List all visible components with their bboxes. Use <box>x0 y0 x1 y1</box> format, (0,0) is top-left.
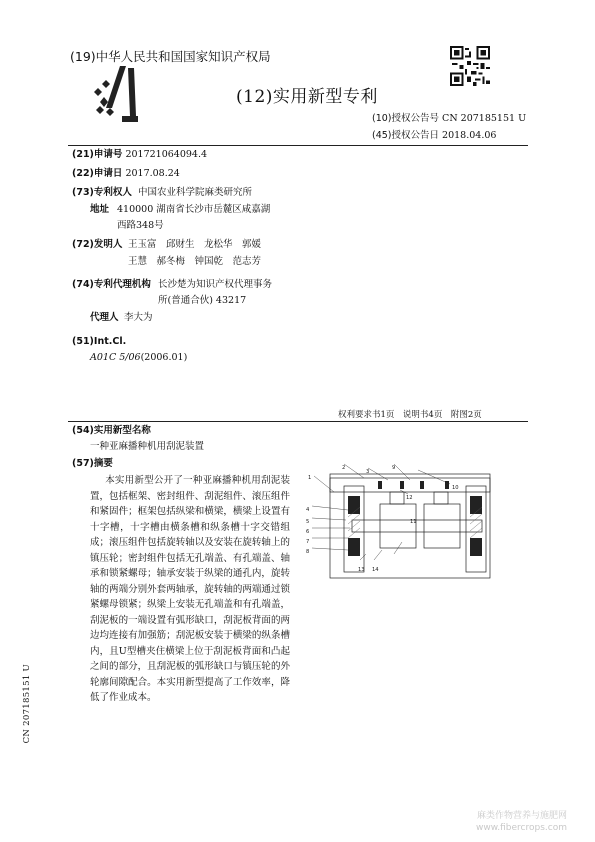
ipc-version: (2006.01) <box>140 352 188 363</box>
agency-line1: 长沙楚为知识产权代理事务 <box>158 279 273 290</box>
patentee-label: (73)专利权人 <box>72 187 132 198</box>
figure-callout-9: 9 <box>392 465 396 471</box>
application-number-label: (21)申请号 <box>72 149 123 160</box>
publication-number <box>372 110 526 124</box>
abstract-label: (57)摘要 <box>72 458 113 469</box>
document-type-title: (12)实用新型专利 <box>236 87 378 107</box>
inventors-line1: 王玉富 邱财生 龙松华 郭媛 <box>128 239 262 250</box>
publication-date <box>372 127 496 141</box>
publication-number-value: CN 207185151 U <box>442 113 527 124</box>
publication-number-label: (10)授权公告号 <box>372 113 440 124</box>
publication-date-value: 2018.04.06 <box>442 130 497 141</box>
header-divider <box>68 145 528 146</box>
application-date-row <box>72 167 180 181</box>
site-watermark <box>476 810 567 834</box>
abstract-divider <box>68 421 528 422</box>
agent-value: 李大为 <box>124 312 153 323</box>
patentee-value: 中国农业科学院麻类研究所 <box>138 187 253 198</box>
press-wheel-left <box>380 504 416 548</box>
address-line1: 410000 湖南省长沙市岳麓区咸嘉湖 <box>117 204 271 215</box>
application-date-label: (22)申请日 <box>72 168 123 179</box>
agent-label: 代理人 <box>90 312 119 323</box>
application-date-value: 2017.08.24 <box>125 168 180 179</box>
side-publication-number: CN 207185151 U <box>22 664 32 744</box>
figure-callout-2: 2 <box>342 465 346 471</box>
figure-callout-13: 13 <box>358 567 365 573</box>
figure-callout-10: 10 <box>452 485 459 491</box>
address-label: 地址 <box>90 204 110 215</box>
press-wheel-right <box>424 504 460 548</box>
publication-date-label: (45)授权公告日 <box>372 130 440 141</box>
application-number-row <box>72 148 207 162</box>
figure-callout-4: 4 <box>306 507 310 513</box>
qr-code-icon <box>450 46 490 86</box>
figure-callout-1: 1 <box>308 475 312 481</box>
ipc-code: A01C 5/06 <box>90 352 141 363</box>
scraper-right <box>434 492 448 504</box>
inventors-label: (72)发明人 <box>72 239 123 250</box>
watermark-line1: 麻类作物营养与施肥网 <box>476 811 567 821</box>
title-label: (54)实用新型名称 <box>72 425 151 436</box>
device-drawing <box>300 462 515 580</box>
inventors-line2: 王慧 郝冬梅 钟国乾 范志芳 <box>128 256 262 267</box>
utility-model-title: 一种亚麻播种机用刮泥装置 <box>90 441 205 452</box>
agency-label: (74)专利代理机构 <box>72 279 151 290</box>
figure-callout-12: 12 <box>406 495 413 501</box>
address-line2: 西路348号 <box>117 220 164 231</box>
figure-callout-7: 7 <box>306 539 310 545</box>
ipc-label: (51)Int.Cl. <box>72 336 127 347</box>
figure-callout-14: 14 <box>372 567 379 573</box>
agency-line2: 所(普通合伙) 43217 <box>158 295 247 306</box>
cnipa-logo-icon <box>92 64 142 124</box>
abstract-text: 本实用新型公开了一种亚麻播种机用刮泥装置，包括框架、密封组件、刮泥组件、滚压组件和紧固件；框架包括纵梁和横梁，横梁上设置有十字槽，十字槽由横条槽和纵条槽十字交错组成；滚压组件包括旋转轴以及安装在旋转轴上的镇压轮；密封组件包括无孔端盖、有孔端盖、轴承和锁紧螺母；轴承安装于纵梁的通孔内，旋转轴的两端分别外套两轴承，旋转轴的两端通过锁紧螺母锁紧；纵梁上安装无孔端盖和有孔端盖，刮泥板的一端设置有弧形缺口，刮泥板背面的两边均连接有加强筋；刮泥板安装于横梁的纵条槽内，且U型槽夹住横梁上位于刮泥板背面和凸起之间的部分，且刮泥板的弧形缺口与镇压轮的外轮廓间隙配合。本实用新型提高了工作效率，降低了作业成本。 <box>90 475 290 703</box>
page-count-note: 权利要求书1页 说明书4页 附图2页 <box>338 410 482 420</box>
figure-callout-3: 3 <box>366 469 370 475</box>
scraper-left <box>390 492 404 504</box>
figure-callout-11: 11 <box>410 519 417 525</box>
office-name: (19)中华人民共和国国家知识产权局 <box>70 49 271 64</box>
figure-callout-8: 8 <box>306 549 310 555</box>
ipc-classification <box>90 351 187 365</box>
application-number-value: 201721064094.4 <box>125 149 208 160</box>
figure-callout-5: 5 <box>306 519 310 525</box>
figure-callout-6: 6 <box>306 529 310 535</box>
rotating-shaft <box>352 520 482 532</box>
watermark-line2: www.fibercrops.com <box>476 823 567 833</box>
